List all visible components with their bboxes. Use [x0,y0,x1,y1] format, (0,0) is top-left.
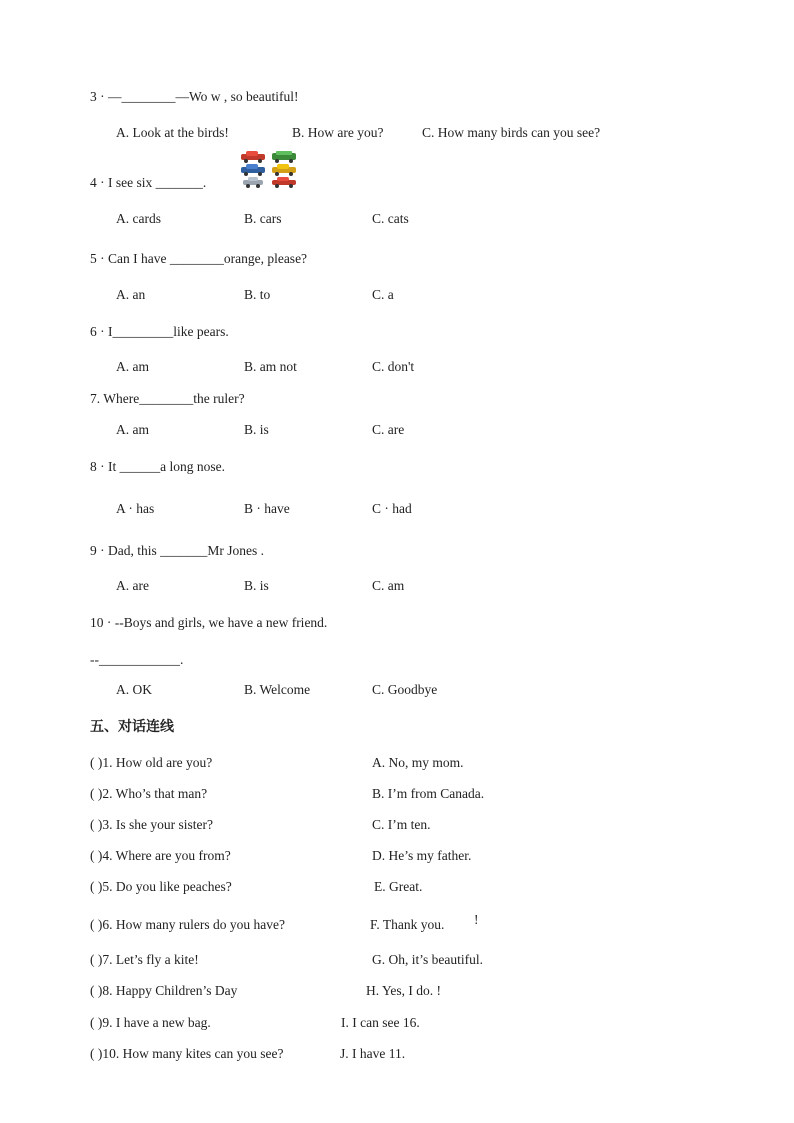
match-left-item: ( )9. I have a new bag. [90,1015,211,1030]
match-right-item: E. Great. [374,879,423,894]
question-7-stem: 7. Where________the ruler? [90,391,245,406]
section-title: 五、对话连线 [90,719,174,735]
question-3-option-b: B. How are you? [292,125,384,140]
match-left-item: ( )6. How many rulers do you have? [90,917,285,932]
match-left-item: ( )4. Where are you from? [90,848,231,863]
question-3-option-c: C. How many birds can you see? [422,125,601,140]
question-6-stem: 6 · I_________like pears. [90,324,229,339]
car-icon [272,177,296,188]
question-7-option-c: C. are [372,422,405,437]
match-right-item: I. I can see 16. [341,1015,420,1030]
question-9-stem: 9 · Dad, this _______Mr Jones . [90,543,264,558]
question-8-stem: 8 · It ______a long nose. [90,459,225,474]
match-right-item: H. Yes, I do. ! [366,983,442,998]
question-7-option-b: B. is [244,422,269,437]
question-5-option-b: B. to [244,287,271,302]
question-8-option-b: B · have [244,501,290,516]
question-10-option-c: C. Goodbye [372,682,438,697]
car-icon [243,177,263,188]
match-left-item: ( )1. How old are you? [90,755,213,770]
car-icon [272,151,296,163]
question-6-option-a: A. am [116,359,149,374]
question-10-stem: 10 · --Boys and girls, we have a new friend. [90,615,328,630]
question-5-stem: 5 · Can I have ________orange, please? [90,251,308,266]
match-right-item: G. Oh, it’s beautiful. [372,952,483,967]
match-left-item: ( )7. Let’s fly a kite! [90,952,199,967]
match-right-item: J. I have 11. [340,1046,406,1061]
question-6-option-c: C. don't [372,359,415,374]
question-3-option-a: A. Look at the birds! [116,125,229,140]
question-9-option-c: C. am [372,578,405,593]
car-icon [241,151,265,163]
match-left-item: ( )3. Is she your sister? [90,817,213,832]
question-4-option-a: A. cards [116,211,161,226]
question-4-stem: 4 · I see six _______. [90,175,207,190]
question-10-answer-line: --____________. [90,652,184,667]
question-5-option-c: C. a [372,287,394,302]
match-left-item: ( )10. How many kites can you see? [90,1046,284,1061]
car-icon [272,164,296,176]
match-right-item: A. No, my mom. [372,755,464,770]
question-8-option-a: A · has [116,501,155,516]
question-5-option-a: A. an [116,287,146,302]
stray-mark: ! [474,912,479,927]
match-left-item: ( )8. Happy Children’s Day [90,983,238,998]
match-right-item: F. Thank you. [370,917,445,932]
question-9-option-b: B. is [244,578,269,593]
match-right-item: D. He’s my father. [372,848,472,863]
match-right-item: C. I’m ten. [372,817,431,832]
match-right-item: B. I’m from Canada. [372,786,485,801]
match-left-item: ( )5. Do you like peaches? [90,879,232,894]
question-9-option-a: A. are [116,578,149,593]
car-icon [241,164,265,176]
match-left-item: ( )2. Who’s that man? [90,786,208,801]
question-6-option-b: B. am not [244,359,297,374]
question-4-option-b: B. cars [244,211,282,226]
question-10-option-a: A. OK [116,682,152,697]
question-3-stem: 3 · —________—Wo w , so beautiful! [90,89,299,104]
question-4-option-c: C. cats [372,211,409,226]
question-8-option-c: C · had [372,501,412,516]
question-10-option-b: B. Welcome [244,682,311,697]
cars-illustration [240,151,300,189]
question-7-option-a: A. am [116,422,149,437]
